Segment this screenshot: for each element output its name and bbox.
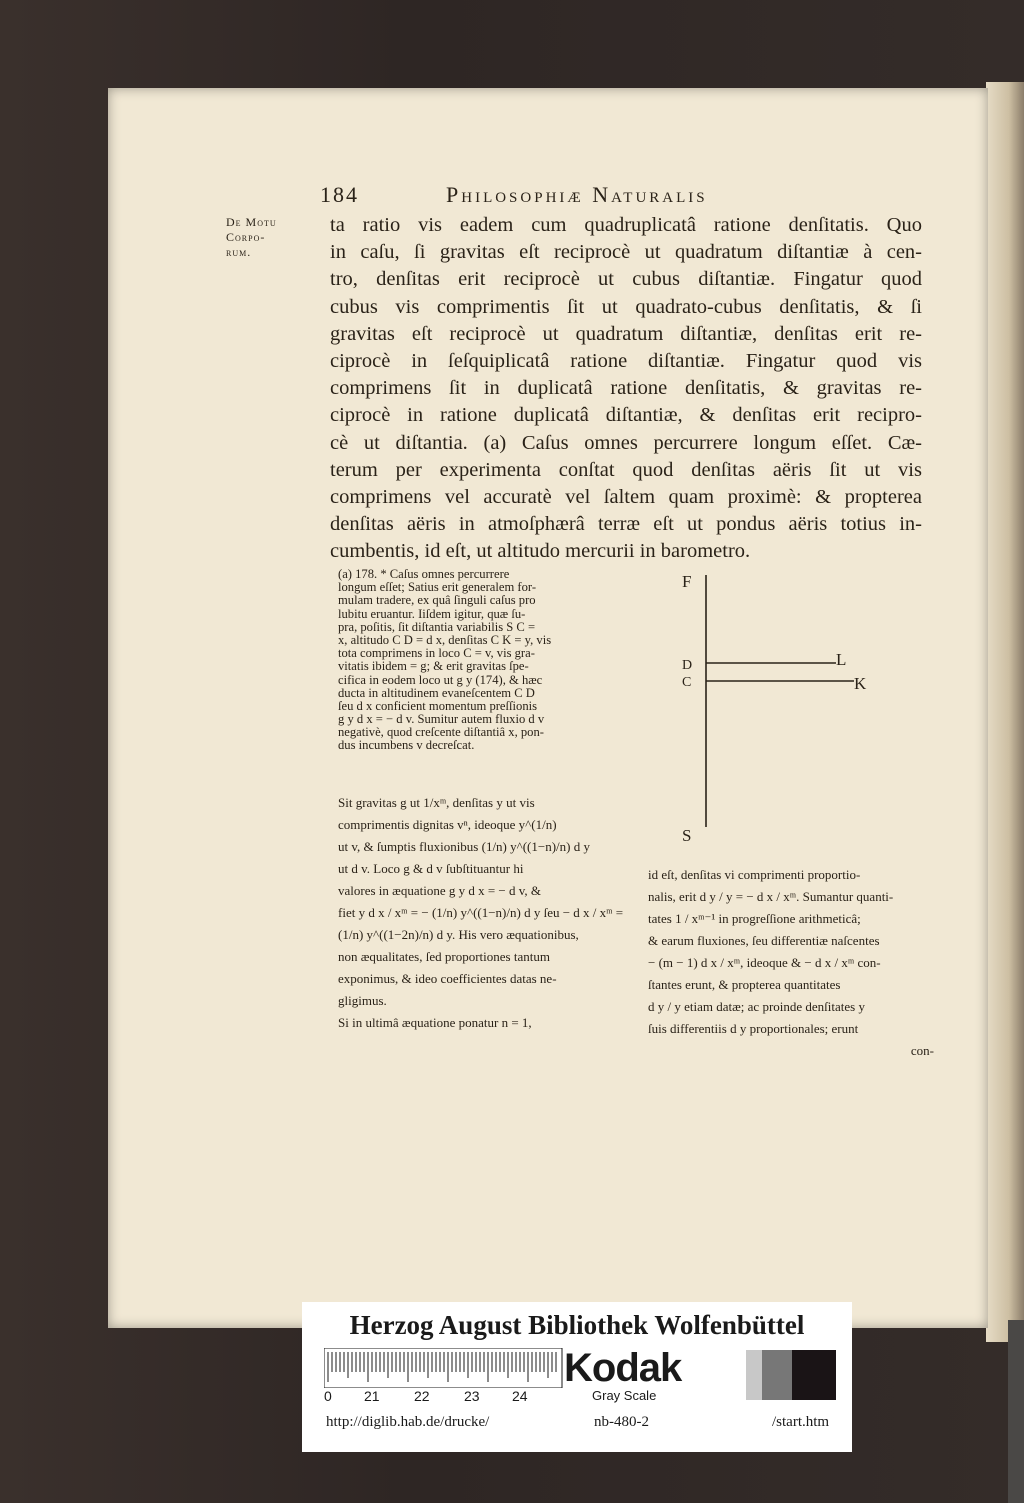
footnote-line: Sit gravitas g ut 1/xᵐ, denſitas y ut vis: [338, 795, 535, 810]
geometric-figure: [670, 565, 900, 845]
footnote-line: Si in ultimâ æquatione ponatur n = 1,: [338, 1015, 532, 1030]
main-line: comprimens ſit in duplicatâ ratione denſitatis, & gravitas re-: [330, 377, 922, 400]
main-line: ta ratio vis eadem cum quadruplicatâ ratione denſitatis. Quo: [330, 214, 922, 236]
footnote-line: con-: [910, 1043, 934, 1058]
ruler-mark: 0: [324, 1388, 332, 1404]
ruler-mark: 23: [464, 1388, 480, 1404]
page-edge: [986, 82, 1024, 1342]
footnote-line: id eſt, denſitas vi comprimenti proportio-: [648, 867, 861, 882]
footnote-line: ut v, & ſumptis fluxionibus (1/n) y^((1−n)/n) d y: [338, 839, 590, 854]
main-line: ciprocè in ratione duplicatâ diſtantiæ, & denſitas erit recipro-: [330, 404, 922, 427]
main-line: denſitas aëris in atmoſphærâ terræ eſt ut pondus aëris totius in-: [330, 513, 922, 536]
color-target-card: [302, 1302, 852, 1452]
gray-patch-mid: [762, 1350, 792, 1400]
footnote-line: ſuis differentiis d y proportionales; erunt: [648, 1021, 859, 1036]
gray-scale-label: Gray Scale: [592, 1388, 657, 1403]
label-f: F: [682, 572, 692, 591]
start-page-link: /start.htm: [772, 1414, 830, 1430]
main-line: gravitas eſt reciprocè ut quadratum diſtantiæ, denſitas erit re-: [330, 322, 922, 345]
label-l: L: [836, 650, 847, 669]
footnote-line: longum eſſet; Satius erit generalem for-: [338, 581, 537, 595]
footnote-line: lubitu eruantur. Iiſdem igitur, quæ ſu-: [338, 607, 526, 621]
footnote-line: valores in æquatione g y d x = − d v, &: [338, 883, 542, 898]
footnote-line: (1/n) y^((1−2n)/n) d y. His vero æquationibus,: [338, 927, 579, 942]
footnote-line: & earum fluxiones, ſeu differentiæ naſcentes: [648, 933, 880, 948]
main-line: cubus vis comprimentis ſit ut quadrato-cubus denſitatis, & ſi: [330, 295, 922, 318]
source-url: http://diglib.hab.de/drucke/: [326, 1414, 490, 1430]
main-line: terum per experimenta conſtat quod denſitas aëris ſit ut vis: [330, 458, 922, 481]
footnote-left-continued: [338, 796, 634, 1038]
footnote-line: ducta in altitudinem evaneſcentem C D: [338, 686, 535, 700]
footnote-line: tates 1 / xᵐ⁻¹ in progreſſione arithmeticâ;: [648, 911, 861, 926]
footnote-line: non æqualitates, ſed proportiones tantum: [338, 949, 550, 964]
label-c: C: [682, 675, 692, 690]
main-line: comprimens vel accuratè vel ſaltem quam proximè: & propterea: [330, 485, 922, 508]
footnote-line: cifica in eodem loco ut g y (174), & hæc: [338, 673, 543, 687]
label-s: S: [682, 826, 692, 845]
page-number: 184: [320, 182, 359, 207]
footnote-line: ſeu d x conficient momentum preſſionis: [338, 699, 538, 713]
footnote-line: nalis, erit d y / y = − d x / xᵐ. Sumantur quanti-: [648, 889, 894, 904]
footnote-line: negativè, quod creſcente diſtantiâ x, pon-: [338, 726, 544, 740]
footnote-line: fiet y d x / xᵐ = − (1/n) y^((1−n)/n) d y ſeu − d x / xᵐ =: [338, 905, 624, 920]
footnote-line: comprimentis dignitas vⁿ, ideoque y^(1/n): [338, 817, 557, 832]
main-line: in caſu, ſi gravitas eſt reciprocè ut quadratum diſtantiæ à cen-: [330, 241, 922, 264]
ruler-mark: 24: [512, 1388, 528, 1404]
main-text: [330, 212, 922, 565]
ruler-mark: 21: [364, 1388, 380, 1404]
footnote-line: exponimus, & ideo coefficientes datas ne-: [338, 971, 557, 986]
footnote-line: (a) 178. * Caſus omnes percurrere: [338, 568, 510, 581]
gray-patch-light: [746, 1350, 762, 1400]
footnote-line: dus incumbens v decreſcat.: [338, 739, 475, 753]
footnote-line: x, altitudo C D = d x, denſitas C K = y, vis: [338, 633, 552, 647]
footnote-line: ut d v. Loco g & d v ſubſtituantur hi: [338, 861, 524, 876]
kodak-logo: Kodak: [564, 1346, 682, 1390]
footnote-line: ſtantes erunt, & propterea quantitates: [648, 977, 841, 992]
footnote-line: pra, poſitis, ſit diſtantia variabilis S C =: [338, 620, 536, 634]
ruler-mark: 22: [414, 1388, 430, 1404]
gray-patch-dark: [792, 1350, 836, 1400]
footnote-line: gligimus.: [338, 993, 387, 1008]
running-title: Philosophiæ Naturalis: [446, 182, 708, 207]
main-line: ciprocè in ſeſquiplicatâ ratione diſtantiæ. Fingatur quod vis: [330, 349, 922, 372]
footnote-line: g y d x = − d v. Sumitur autem fluxio d v: [338, 713, 545, 727]
main-line: tro, denſitas erit reciprocè ut cubus diſtantiæ. Fingatur quod: [330, 268, 922, 291]
shelf-signature: nb-480-2: [594, 1414, 649, 1430]
main-line: cè ut diſtantia. (a) Caſus omnes percurrere longum eſſet. Cæ-: [330, 431, 922, 454]
footnote-line: − (m − 1) d x / xᵐ, ideoque & − d x / xᵐ con-: [648, 955, 881, 970]
footnote-line: d y / y etiam datæ; ac proinde denſitates y: [648, 999, 865, 1014]
ruler-labels: [322, 1388, 562, 1404]
footnote-line: mulam tradere, ex quâ ſinguli caſus pro: [338, 594, 536, 608]
footnote-right: [648, 868, 934, 1066]
label-k: K: [854, 674, 867, 693]
tab-strip: [1008, 1320, 1024, 1503]
main-line: cumbentis, id eſt, ut altitudo mercurii in barometro.: [330, 540, 751, 563]
footnote-left: [338, 568, 634, 753]
footnote-line: tota comprimens in loco C = v, vis gra-: [338, 647, 535, 661]
footnote-line: vitatis ibidem = g; & erit gravitas ſpe-: [338, 660, 529, 674]
label-d: D: [682, 658, 693, 673]
institution-name: Herzog August Bibliothek Wolfenbüttel: [349, 1310, 805, 1340]
margin-note: De Motu Corpo- rum.: [226, 215, 277, 259]
